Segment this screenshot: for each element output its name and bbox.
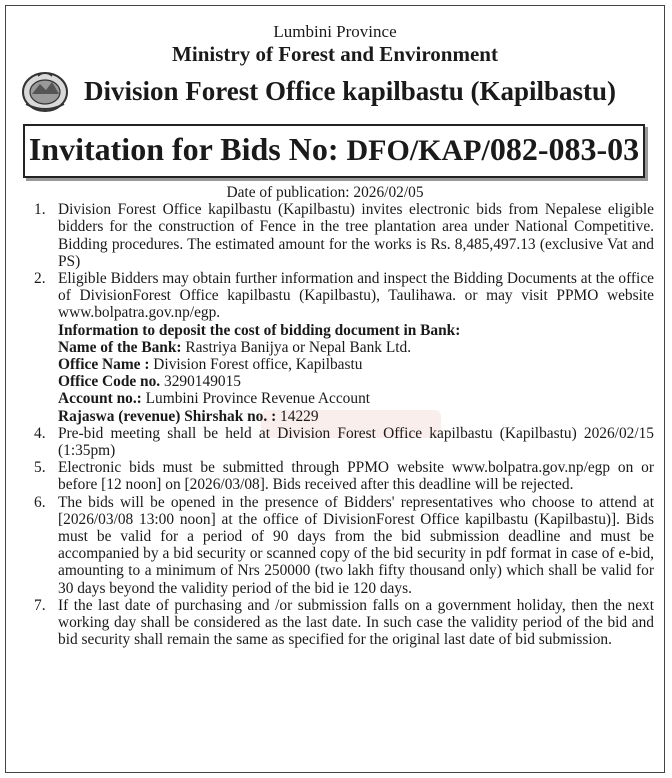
item-text: Eligible Bidders may obtain further information and inspect the Bidding Documents at the office of DivisionForest Office kapilbastu (Kapilbastu), Taulihawa. or may visit PPMO website www.bolpatra.gov.np/egp. <box>58 270 654 322</box>
item-number: 6. <box>34 493 46 511</box>
bid-number: 082-083-03 <box>489 131 640 167</box>
item-text: Electronic bids must be submitted through PPMO website www.bolpatra.gov.np/egp on or before [12 noon] on [2026/03/08]. Bids received after this deadline will be rejected. <box>58 459 654 494</box>
item-number: 4. <box>34 424 46 442</box>
bank-label: Office Code no. <box>58 373 161 391</box>
ministry-name: Ministry of Forest and Environment <box>172 42 498 66</box>
bank-label: Name of the Bank: <box>58 338 182 356</box>
bank-heading: Information to deposit the cost of bidding document in Bank: <box>58 321 461 339</box>
bank-label: Account no.: <box>58 390 142 408</box>
item-text: The bids will be opened in the presence of Bidders' representatives who choose to attend at [2026/03/08 13:00 noon] at the office of DivisionForest Office kapilbastu (Kapilbastu)]. Bids must be valid for a period of 90 days from the bid submission deadline and must be accompanied by a bid security or scanned copy of the bid security in pdf format in case of e-bid, amounting to a minimum of Nrs 250000 (two lakh fifty thousand only) which shall be valid for 30 days beyond the validity period of the bid ie 120 days. <box>58 493 654 597</box>
item-number: 1. <box>34 201 46 219</box>
bank-value: Rastriya Banijya or Nepal Bank Ltd. <box>181 338 412 356</box>
bid-number-prefix: DFO/KAP/ <box>346 134 490 167</box>
bank-info <box>26 322 654 425</box>
bank-value: Lumbini Province Revenue Account <box>141 390 371 408</box>
bank-label: Rajaswa (revenue) Shirshak no. : <box>58 407 277 425</box>
publication-date: Date of publication: 2026/02/05 <box>226 184 424 201</box>
invitation-banner <box>23 124 645 178</box>
bank-row <box>58 408 654 425</box>
office-name: Division Forest Office kapilbastu (Kapilbastu) <box>84 76 617 106</box>
item-text: Division Forest Office kapilbastu (Kapilbastu) invites electronic bids from Nepalese eligible bidders for the construction of Fence in the tree plantation area under National Competitive. Bidding procedures. The estimated amount for the works is Rs. 8,485,497.13 (exclusive Vat and PS) <box>58 201 654 270</box>
item-number: 2. <box>34 270 46 288</box>
item-number: 7. <box>34 596 46 614</box>
bank-row <box>58 390 654 407</box>
bank-row <box>58 339 654 356</box>
bank-row <box>58 373 654 390</box>
list-item <box>26 494 654 597</box>
bank-row <box>58 356 654 373</box>
bank-label: Office Name : <box>58 356 150 374</box>
nepal-emblem-icon <box>20 68 70 114</box>
notice-body <box>26 184 654 648</box>
item-text: If the last date of purchasing and /or submission falls on a government holiday, then the next working day shall be considered as the last date. In such case the validity period of the bid and bid security shall remain the same as specified for the original last date of bid submission. <box>58 596 654 649</box>
list-item <box>26 425 654 459</box>
province-name: Lumbini Province <box>273 22 397 41</box>
list-item <box>26 459 654 493</box>
banner-title: Invitation for Bids No: <box>28 131 347 167</box>
list-item <box>26 270 654 322</box>
notice-header <box>6 6 664 116</box>
list-item <box>26 597 654 649</box>
item-text: Pre-bid meeting shall be held at Division Forest Office kapilbastu (Kapilbastu) 2026/02/15 (1:35pm) <box>58 424 654 460</box>
bank-value: Division Forest office, Kapilbastu <box>149 356 363 374</box>
item-number: 5. <box>34 459 46 477</box>
notice-page <box>5 5 665 773</box>
bank-value: 3290149015 <box>160 373 241 391</box>
list-item <box>26 201 654 270</box>
bank-value: 14229 <box>276 407 319 425</box>
